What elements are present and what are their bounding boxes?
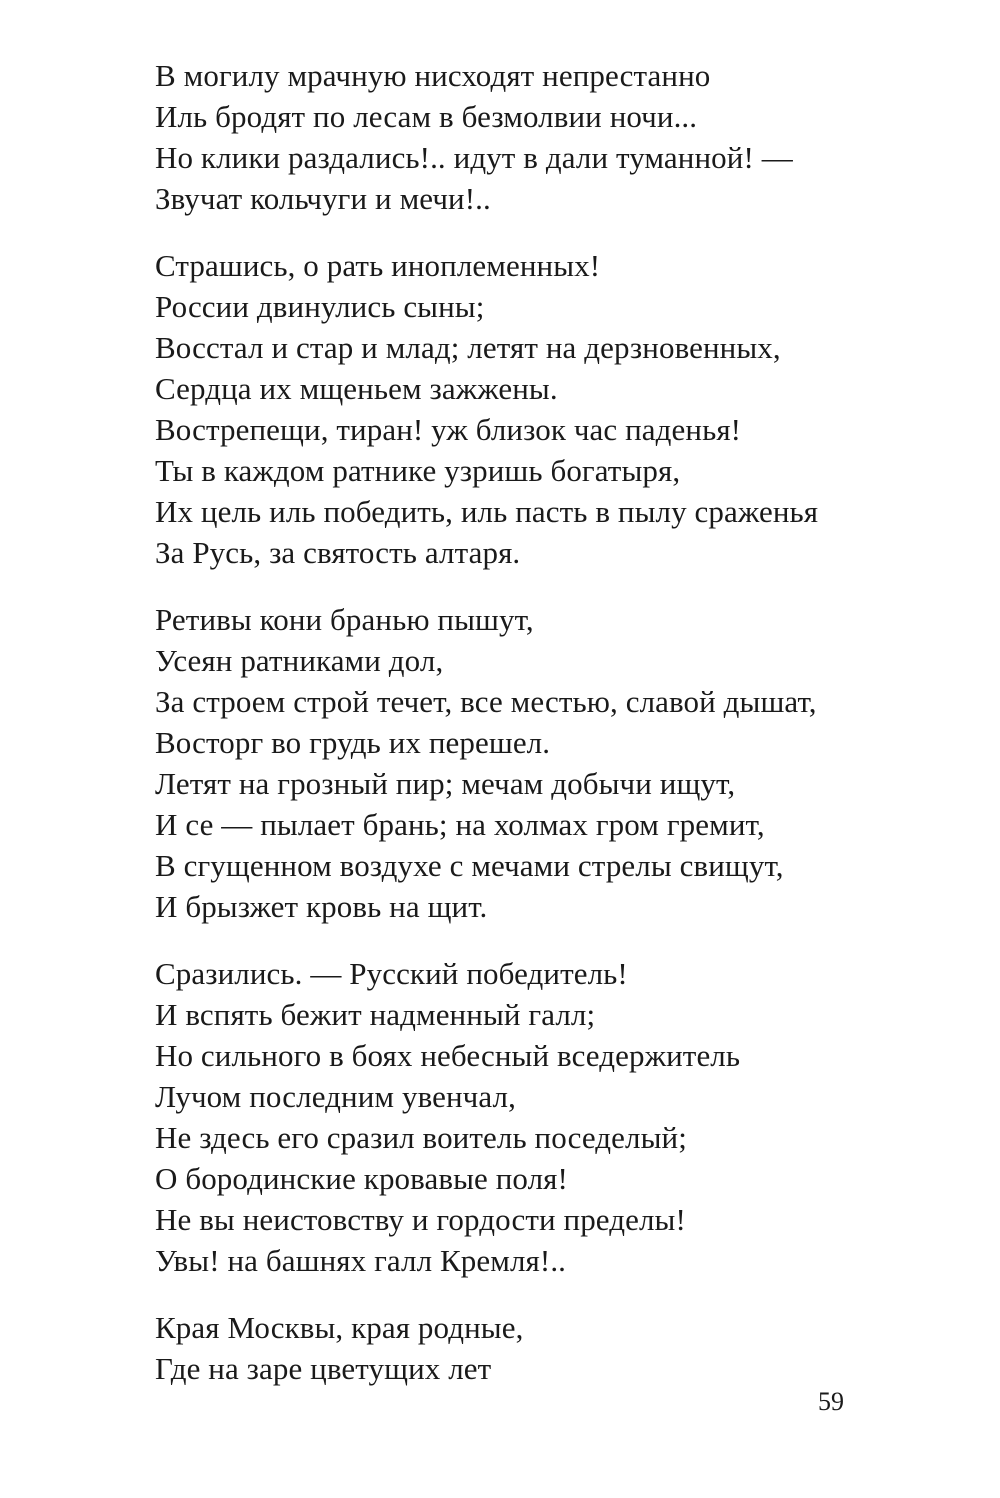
verse-line: Но клики раздались!.. идут в дали туманной! —	[155, 140, 793, 175]
verse-line: Лучом последним увенчал,	[155, 1079, 516, 1114]
stanza-3	[155, 599, 915, 927]
verse-line: В могилу мрачную нисходят непрестанно	[155, 58, 711, 93]
poem-text	[155, 55, 915, 1415]
verse-line: Звучат кольчуги и мечи!..	[155, 181, 491, 216]
verse-line: Сразились. — Русский победитель!	[155, 956, 628, 991]
verse-line: Иль бродят по лесам в безмолвии ночи...	[155, 99, 698, 134]
stanza-2	[155, 245, 915, 573]
verse-line: В сгущенном воздухе с мечами стрелы свищут,	[155, 848, 784, 883]
verse-line: За Русь, за святость алтаря.	[155, 535, 521, 570]
page-number: 59	[818, 1387, 844, 1416]
verse-line: Увы! на башнях галл Кремля!..	[155, 1243, 567, 1278]
verse-line: России двинулись сыны;	[155, 289, 485, 324]
verse-line: И се — пылает брань; на холмах гром гремит,	[155, 807, 765, 842]
verse-line: Не здесь его сразил воитель поседелый;	[155, 1120, 687, 1155]
verse-line: Края Москвы, края родные,	[155, 1310, 524, 1345]
verse-line: Где на заре цветущих лет	[155, 1351, 492, 1386]
verse-line: Вострепещи, тиран! уж близок час паденья!	[155, 412, 742, 447]
verse-line: Летят на грозный пир; мечам добычи ищут,	[155, 766, 736, 801]
verse-line: Их цель иль победить, иль пасть в пылу сраженья	[155, 494, 819, 529]
verse-line: И брызжет кровь на щит.	[155, 889, 488, 924]
verse-line: Ретивы кони бранью пышут,	[155, 602, 534, 637]
stanza-5	[155, 1307, 915, 1389]
verse-line: И вспять бежит надменный галл;	[155, 997, 596, 1032]
verse-line: Не вы неистовству и гордости пределы!	[155, 1202, 686, 1237]
verse-line: Ты в каждом ратнике узришь богатыря,	[155, 453, 681, 488]
stanza-1	[155, 55, 915, 219]
verse-line: Усеян ратниками дол,	[155, 643, 444, 678]
verse-line: За строем строй течет, все местью, славой дышат,	[155, 684, 817, 719]
verse-line: Но сильного в боях небесный вседержитель	[155, 1038, 741, 1073]
verse-line: О бородинские кровавые поля!	[155, 1161, 568, 1196]
verse-line: Восторг во грудь их перешел.	[155, 725, 551, 760]
stanza-4	[155, 953, 915, 1281]
verse-line: Сердца их мщеньем зажжены.	[155, 371, 558, 406]
verse-line: Восстал и стар и млад; летят на дерзновенных,	[155, 330, 781, 365]
verse-line: Страшись, о рать иноплеменных!	[155, 248, 601, 283]
